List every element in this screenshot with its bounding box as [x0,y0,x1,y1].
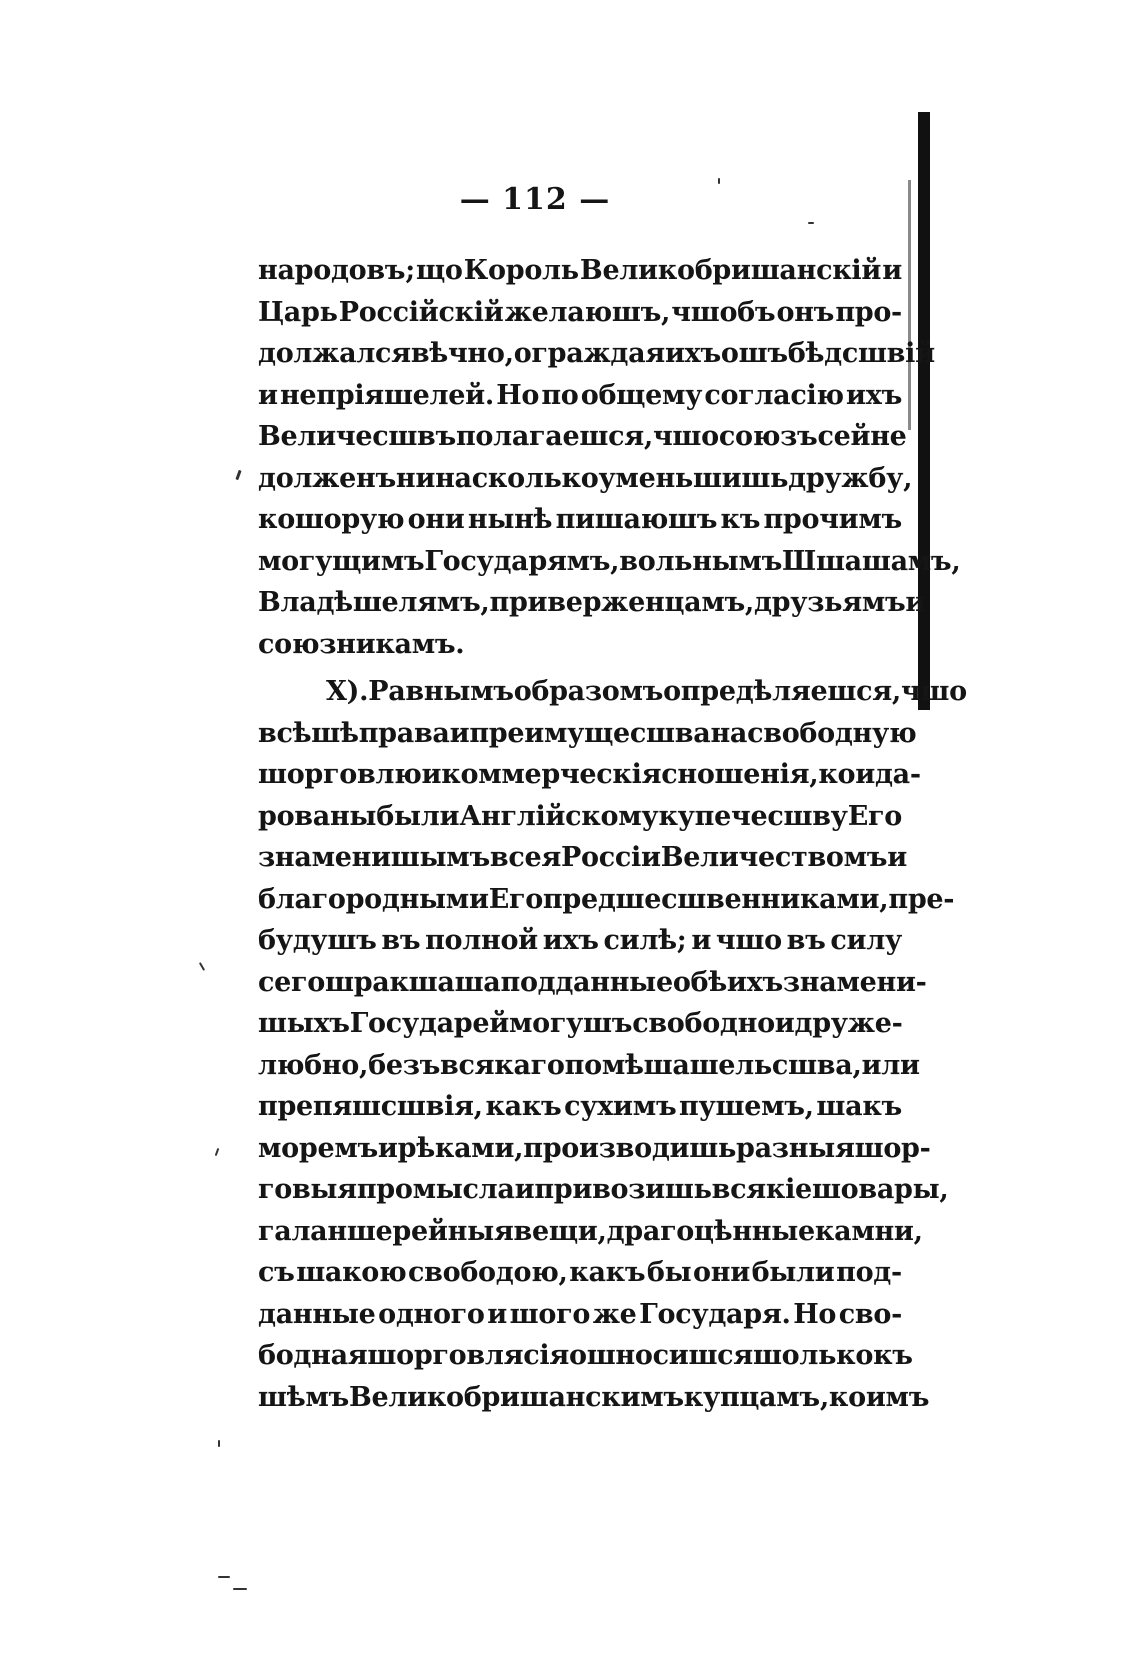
word: и [887,842,907,873]
word: Владѣшелямъ, [258,587,490,618]
word: Великобришанскій [579,255,882,286]
word: силу [830,925,902,956]
text-line [258,541,961,583]
word: купечесшву [658,800,848,832]
word: ихъ [542,925,599,956]
text-line [258,671,967,713]
text-line [258,796,902,838]
word: шыхъ [258,1008,350,1039]
word: купцамъ, [683,1381,829,1413]
word: всякаго [440,1049,565,1081]
word: Государя. [639,1298,791,1330]
word: и [691,925,712,956]
word: всякіе [711,1174,812,1205]
word: кои [818,759,875,790]
word: говыя [258,1174,357,1205]
text-line [258,499,902,541]
word: сія [523,1340,569,1371]
word: подданные [500,966,673,998]
word: и [449,717,470,749]
word: шорговля [367,1340,524,1371]
word: свободою, [408,1257,568,1288]
word: или [861,1049,920,1081]
word: шѣ [311,717,359,749]
text-line [258,624,902,666]
scan-edge-shadow-thin [908,180,911,430]
word: кошорую [258,504,405,535]
scan-speck [199,962,205,971]
word: помѣшашельсшва, [564,1049,862,1081]
word: ихъ [846,379,902,411]
word: непріяшелей. [279,379,494,411]
word: промысла [356,1174,515,1205]
word: камни, [814,1215,923,1247]
word: шолько [752,1340,874,1371]
word: вольнымъ [619,545,783,577]
word: Англійскому [459,800,659,832]
word: коммерческія [441,759,662,790]
word: опредѣляешся, [663,676,901,707]
word: ограждая [513,338,665,369]
word: шор- [854,1132,931,1164]
word: и [377,1132,398,1164]
text-line [258,1003,902,1045]
word: Россіи [561,842,661,873]
word: Но [496,379,540,411]
word: да- [874,759,921,790]
word: що [416,255,463,286]
text-line [258,754,921,796]
word: рованы [258,800,377,832]
word: шорговлю [258,759,422,790]
word: вещи, [513,1215,607,1247]
text-line [258,1045,920,1087]
text-line [258,416,907,458]
text-line [258,458,913,500]
word: шовары, [811,1174,949,1205]
word: и [258,379,278,411]
text-line [258,333,935,375]
word: шракшаша [324,966,501,998]
body-text [258,250,967,1418]
word: могушъ [508,1008,633,1039]
word: чшобъ [671,296,776,328]
word: разныя [736,1132,855,1164]
word: Государямъ, [424,545,620,577]
text-line [258,962,927,1004]
word: знаменишымъ [258,842,490,873]
word: вѣчно, [410,338,514,369]
text-line [258,1086,902,1128]
word: драгоцѣнные [606,1215,815,1247]
word: галаншерейныя [258,1215,514,1247]
word: Россійскій [338,296,504,328]
word: Шшашамъ, [782,545,961,577]
word: въ [381,925,421,956]
word: чшо [715,925,782,956]
word: полной [425,925,538,956]
word: согласію [704,379,844,411]
text-line [258,250,902,292]
word: свободно [632,1008,775,1039]
text-line [258,1169,949,1211]
word: бѣдсшвій [787,338,935,369]
word: пушемъ, [679,1091,814,1122]
word: одного [378,1298,485,1330]
word: были [376,800,460,832]
word: нынѣ [467,504,553,535]
text-line [258,1128,931,1170]
word: будушъ [258,925,377,956]
word: знамени- [782,966,927,998]
word: онъ [776,296,835,328]
word: и [514,1174,535,1205]
word: къ [873,1340,913,1371]
word: и [421,759,442,790]
word: ошносишся [568,1340,753,1371]
word: и [487,1298,508,1330]
word: данные [258,1298,376,1330]
word: моремъ [258,1132,378,1164]
word: они [407,504,465,535]
word: образомъ [513,676,664,707]
word: не [870,421,907,452]
word: они [693,1257,750,1288]
text-line [258,1335,913,1377]
word: желаюшъ, [504,296,671,328]
text-line [258,1377,930,1419]
word: благородными [258,883,489,915]
scan-speck [808,222,814,224]
word: шѣмъ [258,1381,349,1413]
word: пре- [888,883,955,915]
word: какъ [485,1091,562,1122]
word: Его [488,883,543,915]
word: Его [847,800,902,832]
word: Царь [258,296,338,328]
word: и [882,255,902,286]
word: должался [258,338,411,369]
word: ихъ [664,338,721,369]
text-line [258,292,902,334]
word: общему [580,379,703,411]
word: Величесшвъ [258,421,456,452]
scan-speck [233,1588,247,1590]
text-line [258,1294,902,1336]
word: друже- [794,1008,903,1039]
word: къ [720,504,761,535]
word: ошъ [720,338,788,369]
word: съ [258,1257,295,1288]
text-line [258,1252,902,1294]
word: и [905,587,926,618]
word: союзъ [718,421,818,452]
word: производишь [523,1132,737,1164]
word: предшесшвенниками, [542,883,889,915]
word: Великобришанскимъ [348,1381,684,1413]
scan-speck [718,178,720,184]
word: силѣ; [603,925,687,956]
word: чшо [900,676,967,707]
word: сего [258,966,325,998]
word: шого [509,1298,591,1330]
word: свободную [747,717,917,749]
word: бы [646,1257,692,1288]
word: друзьямъ [753,587,906,618]
word: и [774,1008,795,1039]
text-line [258,713,917,755]
word: всея [489,842,561,873]
word: рѣками, [397,1132,524,1164]
text-line [258,1211,923,1253]
word: на [435,462,472,494]
word: приверженцамъ, [489,587,754,618]
word: на [710,717,748,749]
word: X). [326,676,369,707]
word: преимущесшва [469,717,711,749]
scan-speck [235,470,241,480]
word: Король [463,255,579,286]
word: могущимъ [258,545,425,577]
scan-speck [218,1576,230,1578]
word: бодная [258,1340,368,1371]
word: любно, [258,1049,369,1081]
text-line [258,582,926,624]
word: дружбу, [788,462,913,494]
text-line [258,837,907,879]
scan-speck [218,1440,220,1447]
word: препяшсшвія, [258,1091,483,1122]
word: сколько [471,462,599,494]
word: по [541,379,579,411]
word: Государей [349,1008,509,1039]
word: въ [786,925,826,956]
word: чшо [652,421,719,452]
word: Равнымъ [368,676,514,707]
word: уменьшишь [598,462,789,494]
word: права [358,717,450,749]
word: союзникамъ. [258,628,465,660]
word: полагаешся, [455,421,653,452]
word: долженъ [258,462,396,494]
word: какъ [569,1257,646,1288]
word: сухимъ [564,1091,677,1122]
word: были [751,1257,835,1288]
word: пишаюшъ [555,504,718,535]
word: ни [395,462,436,494]
text-line [258,879,955,921]
word: же [592,1298,637,1330]
word: обѣихъ [672,966,783,998]
word: сво- [838,1298,902,1330]
text-line [258,920,902,962]
word: под- [836,1257,902,1288]
word: всѣ [258,717,312,749]
page-number: — 112 — [459,182,611,217]
word: народовъ; [258,255,415,286]
word: Величествомъ [660,842,888,873]
scan-speck [215,1148,220,1156]
word: про- [835,296,902,328]
word: шакою [296,1257,407,1288]
word: безъ [368,1049,441,1081]
word: Но [793,1298,837,1330]
word: сношенія, [661,759,819,790]
word: прочимъ [763,504,902,535]
text-line [258,375,902,417]
word: сей [817,421,871,452]
word: шакъ [816,1091,902,1122]
word: привозишь [534,1174,712,1205]
word: коимъ [828,1381,930,1413]
